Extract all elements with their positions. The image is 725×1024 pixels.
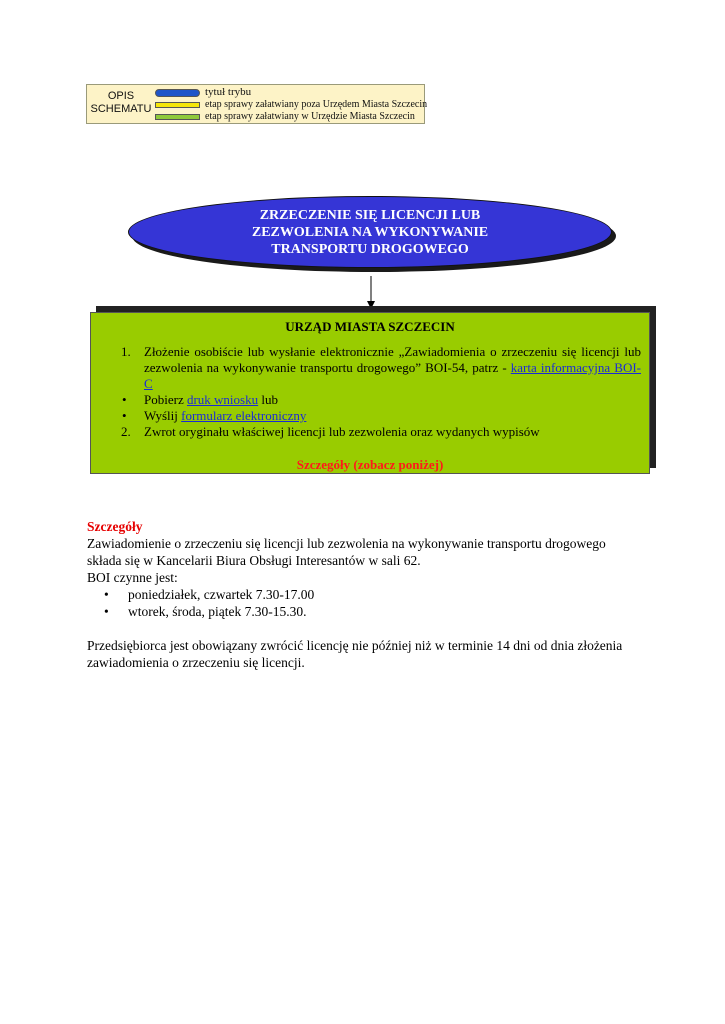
bullet-icon: •	[122, 408, 127, 423]
send-prefix: Wyślij	[144, 408, 182, 423]
hours-item-text: wtorek, środa, piątek 7.30-15.30.	[128, 604, 307, 619]
step-2-text: Zwrot oryginału właściwej licencji lub zezwolenia oraz wydanych wypisów	[144, 424, 540, 439]
step-2	[121, 424, 641, 440]
hours-item-text: poniedziałek, czwartek 7.30-17.00	[128, 587, 315, 602]
ellipse-shape	[128, 196, 612, 268]
step-2-number: 2.	[121, 424, 131, 439]
office-steps-list	[121, 344, 641, 440]
bullet-icon: •	[104, 604, 109, 619]
procedure-title: ZRZECZENIE SIĘ LICENCJI LUB ZEZWOLENIA NA WYKONYWANIE TRANSPORTU DROGOWEGO	[251, 207, 489, 257]
info-card-link[interactable]: karta informacyjna BOI-C	[144, 360, 641, 391]
legend-swatch-yellow	[155, 102, 200, 108]
spacer	[87, 620, 643, 637]
details-heading: Szczegóły	[87, 519, 143, 534]
download-form-link[interactable]: druk wniosku	[186, 392, 259, 407]
legend-swatch-blue	[155, 89, 200, 97]
connector-arrow	[366, 276, 376, 310]
legend-title-line1: OPIS	[107, 90, 135, 102]
bullet-icon: •	[104, 587, 109, 602]
hours-intro: BOI czynne jest:	[87, 570, 178, 585]
procedure-title-ellipse	[128, 196, 620, 276]
legend-swatch-green	[155, 114, 200, 120]
bullet-icon: •	[122, 392, 127, 407]
hours-item	[87, 586, 643, 603]
electronic-form-item	[121, 408, 641, 424]
step-1-text: Złożenie osobiście lub wysłanie elektronicznie „Zawiadomienia o zrzeczeniu się licencji lub zezwolenia na wykonywanie transportu drogowego” BOI-54, patrz -	[144, 344, 641, 375]
details-link[interactable]: Szczegóły (zobacz poniżej)	[296, 457, 444, 472]
legend-label-inside-office: etap sprawy załatwiany w Urzędzie Miasta Szczecin	[205, 111, 415, 122]
opening-hours-list	[87, 586, 643, 620]
legend-label-outside-office: etap sprawy załatwiany poza Urzędem Miasta Szczecin	[205, 99, 428, 110]
details-paragraph-2: Przedsiębiorca jest obowiązany zwrócić licencję nie później niż w terminie 14 dni od dnia złożenia zawiadomienia o zrzeczeniu się licencji.	[87, 638, 623, 670]
details-paragraph-1: Zawiadomienie o zrzeczeniu się licencji lub zezwolenia na wykonywanie transportu drogowego składa się w Kancelarii Biura Obsługi Interesantów w sali 62.	[87, 536, 606, 568]
schema-legend	[86, 84, 428, 124]
details-section	[87, 518, 643, 671]
download-prefix: Pobierz	[144, 392, 187, 407]
step-1-number: 1.	[121, 344, 131, 359]
legend-title-line2: SCHEMATU	[90, 103, 152, 115]
office-step-box	[90, 312, 650, 474]
legend-title	[87, 90, 155, 116]
download-form-item	[121, 392, 641, 408]
hours-item	[87, 603, 643, 620]
legend-label-mode-title: tytuł trybu	[205, 86, 252, 98]
download-suffix: lub	[258, 392, 278, 407]
electronic-form-link[interactable]: formularz elektroniczny	[181, 408, 307, 423]
step-1	[121, 344, 641, 392]
office-title: URZĄD MIASTA SZCZECIN	[285, 319, 455, 334]
